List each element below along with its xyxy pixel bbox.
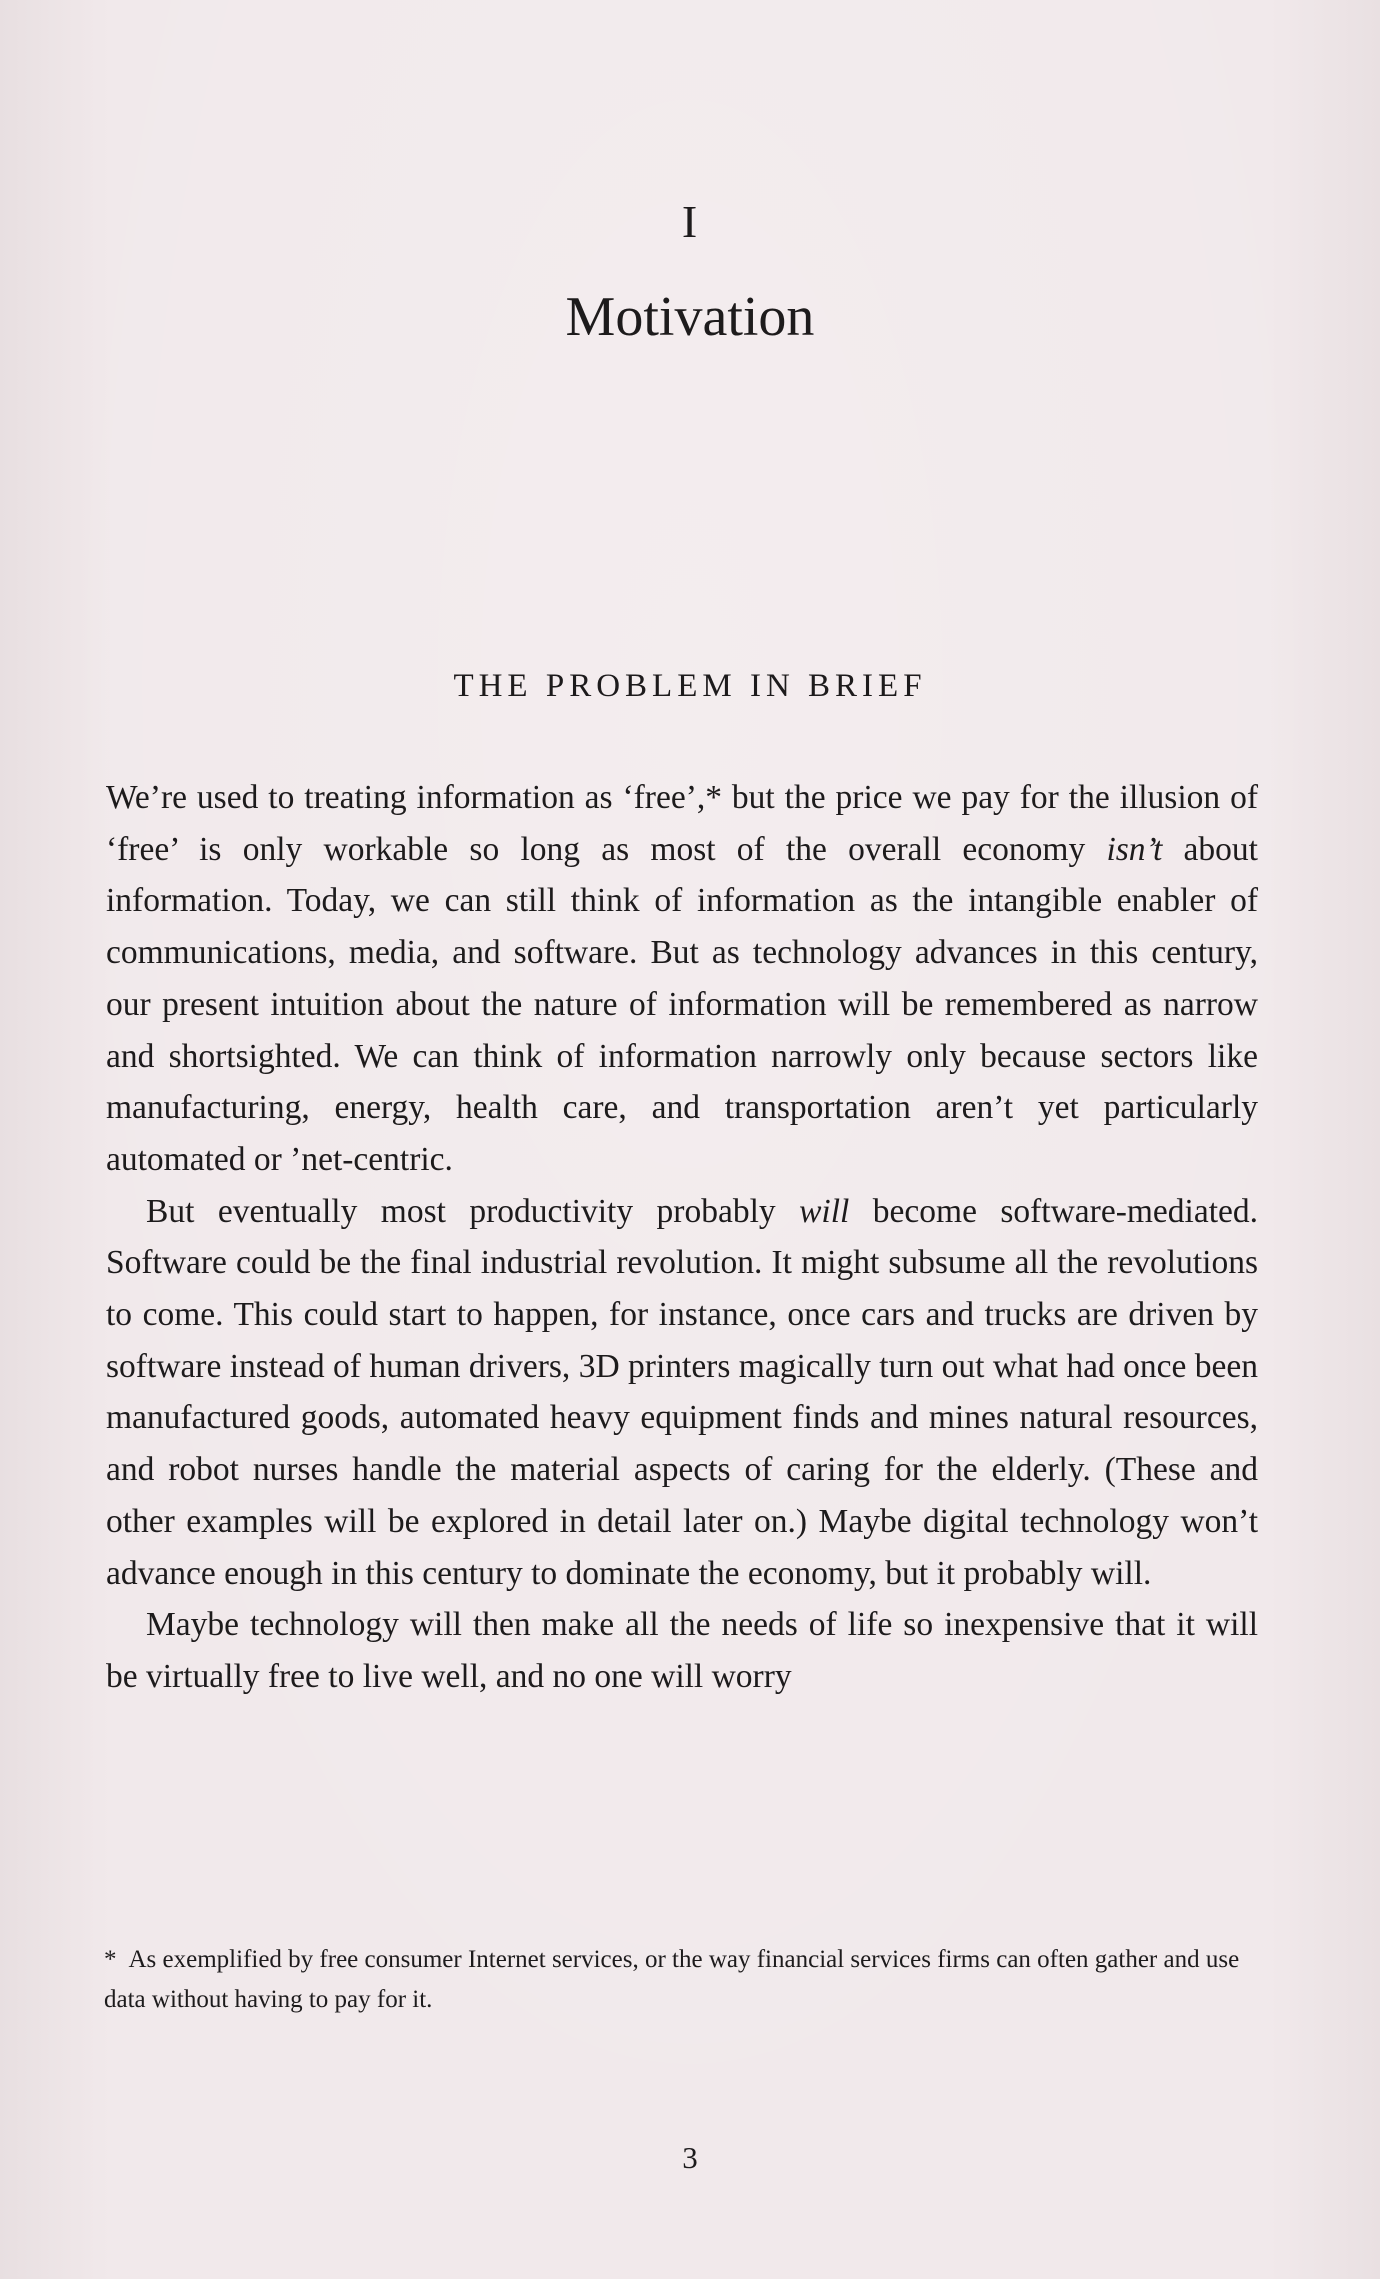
paragraph-2 bbox=[106, 1186, 1258, 1600]
paragraph-2-part-a: But eventually most productivity probably bbox=[146, 1192, 800, 1230]
footnote bbox=[104, 1940, 1254, 2020]
footnote-mark: * bbox=[104, 1946, 117, 1973]
paragraph-1-part-b: about information. Today, we can still think of information as the intangible enabler of communications, media, and software. But as technology advances in this century, our present intuition about the nature of information will be remembered as narrow and shortsighted. We can think of information narrowly only because sectors like manufacturing, energy, health care, and transportation aren’t yet particularly automated or ’net-centric. bbox=[106, 830, 1258, 1178]
paragraph-1 bbox=[106, 772, 1258, 1186]
body-text bbox=[106, 772, 1258, 1703]
chapter-title: Motivation bbox=[565, 286, 815, 348]
paragraph-2-emphasis: will bbox=[799, 1192, 850, 1230]
paragraph-1-emphasis: isn’t bbox=[1106, 830, 1163, 868]
chapter-number: I bbox=[681, 196, 699, 247]
paragraph-3 bbox=[106, 1599, 1258, 1702]
paragraph-1-part-a: We’re used to treating information as ‘free’,* but the price we pay for the illusion of ‘free’ is only workable so long as most of the overall economy bbox=[106, 779, 1258, 868]
section-heading: THE PROBLEM IN BRIEF bbox=[453, 668, 927, 704]
footnote-text: As exemplified by free consumer Internet services, or the way financial services firms can often gather and use data without having to pay for it. bbox=[104, 1946, 1240, 2013]
paragraph-3-text: Maybe technology will then make all the needs of life so inexpensive that it will be virtually free to live well, and no one will worry bbox=[106, 1606, 1258, 1695]
paragraph-2-part-b: become software-mediated. Software could be the final industrial revolution. It might subsume all the revolutions to come. This could start to happen, for instance, once cars and trucks are driven by software instead of human drivers, 3D printers magically turn out what had once been manufactured goods, automated heavy equipment finds and mines natural resources, and robot nurses handle the material aspects of caring for the elderly. (These and other examples will be explored in detail later on.) Maybe digital technology won’t advance enough in this century to dominate the economy, but it probably will. bbox=[106, 1192, 1259, 1592]
page-number: 3 bbox=[682, 2140, 698, 2175]
